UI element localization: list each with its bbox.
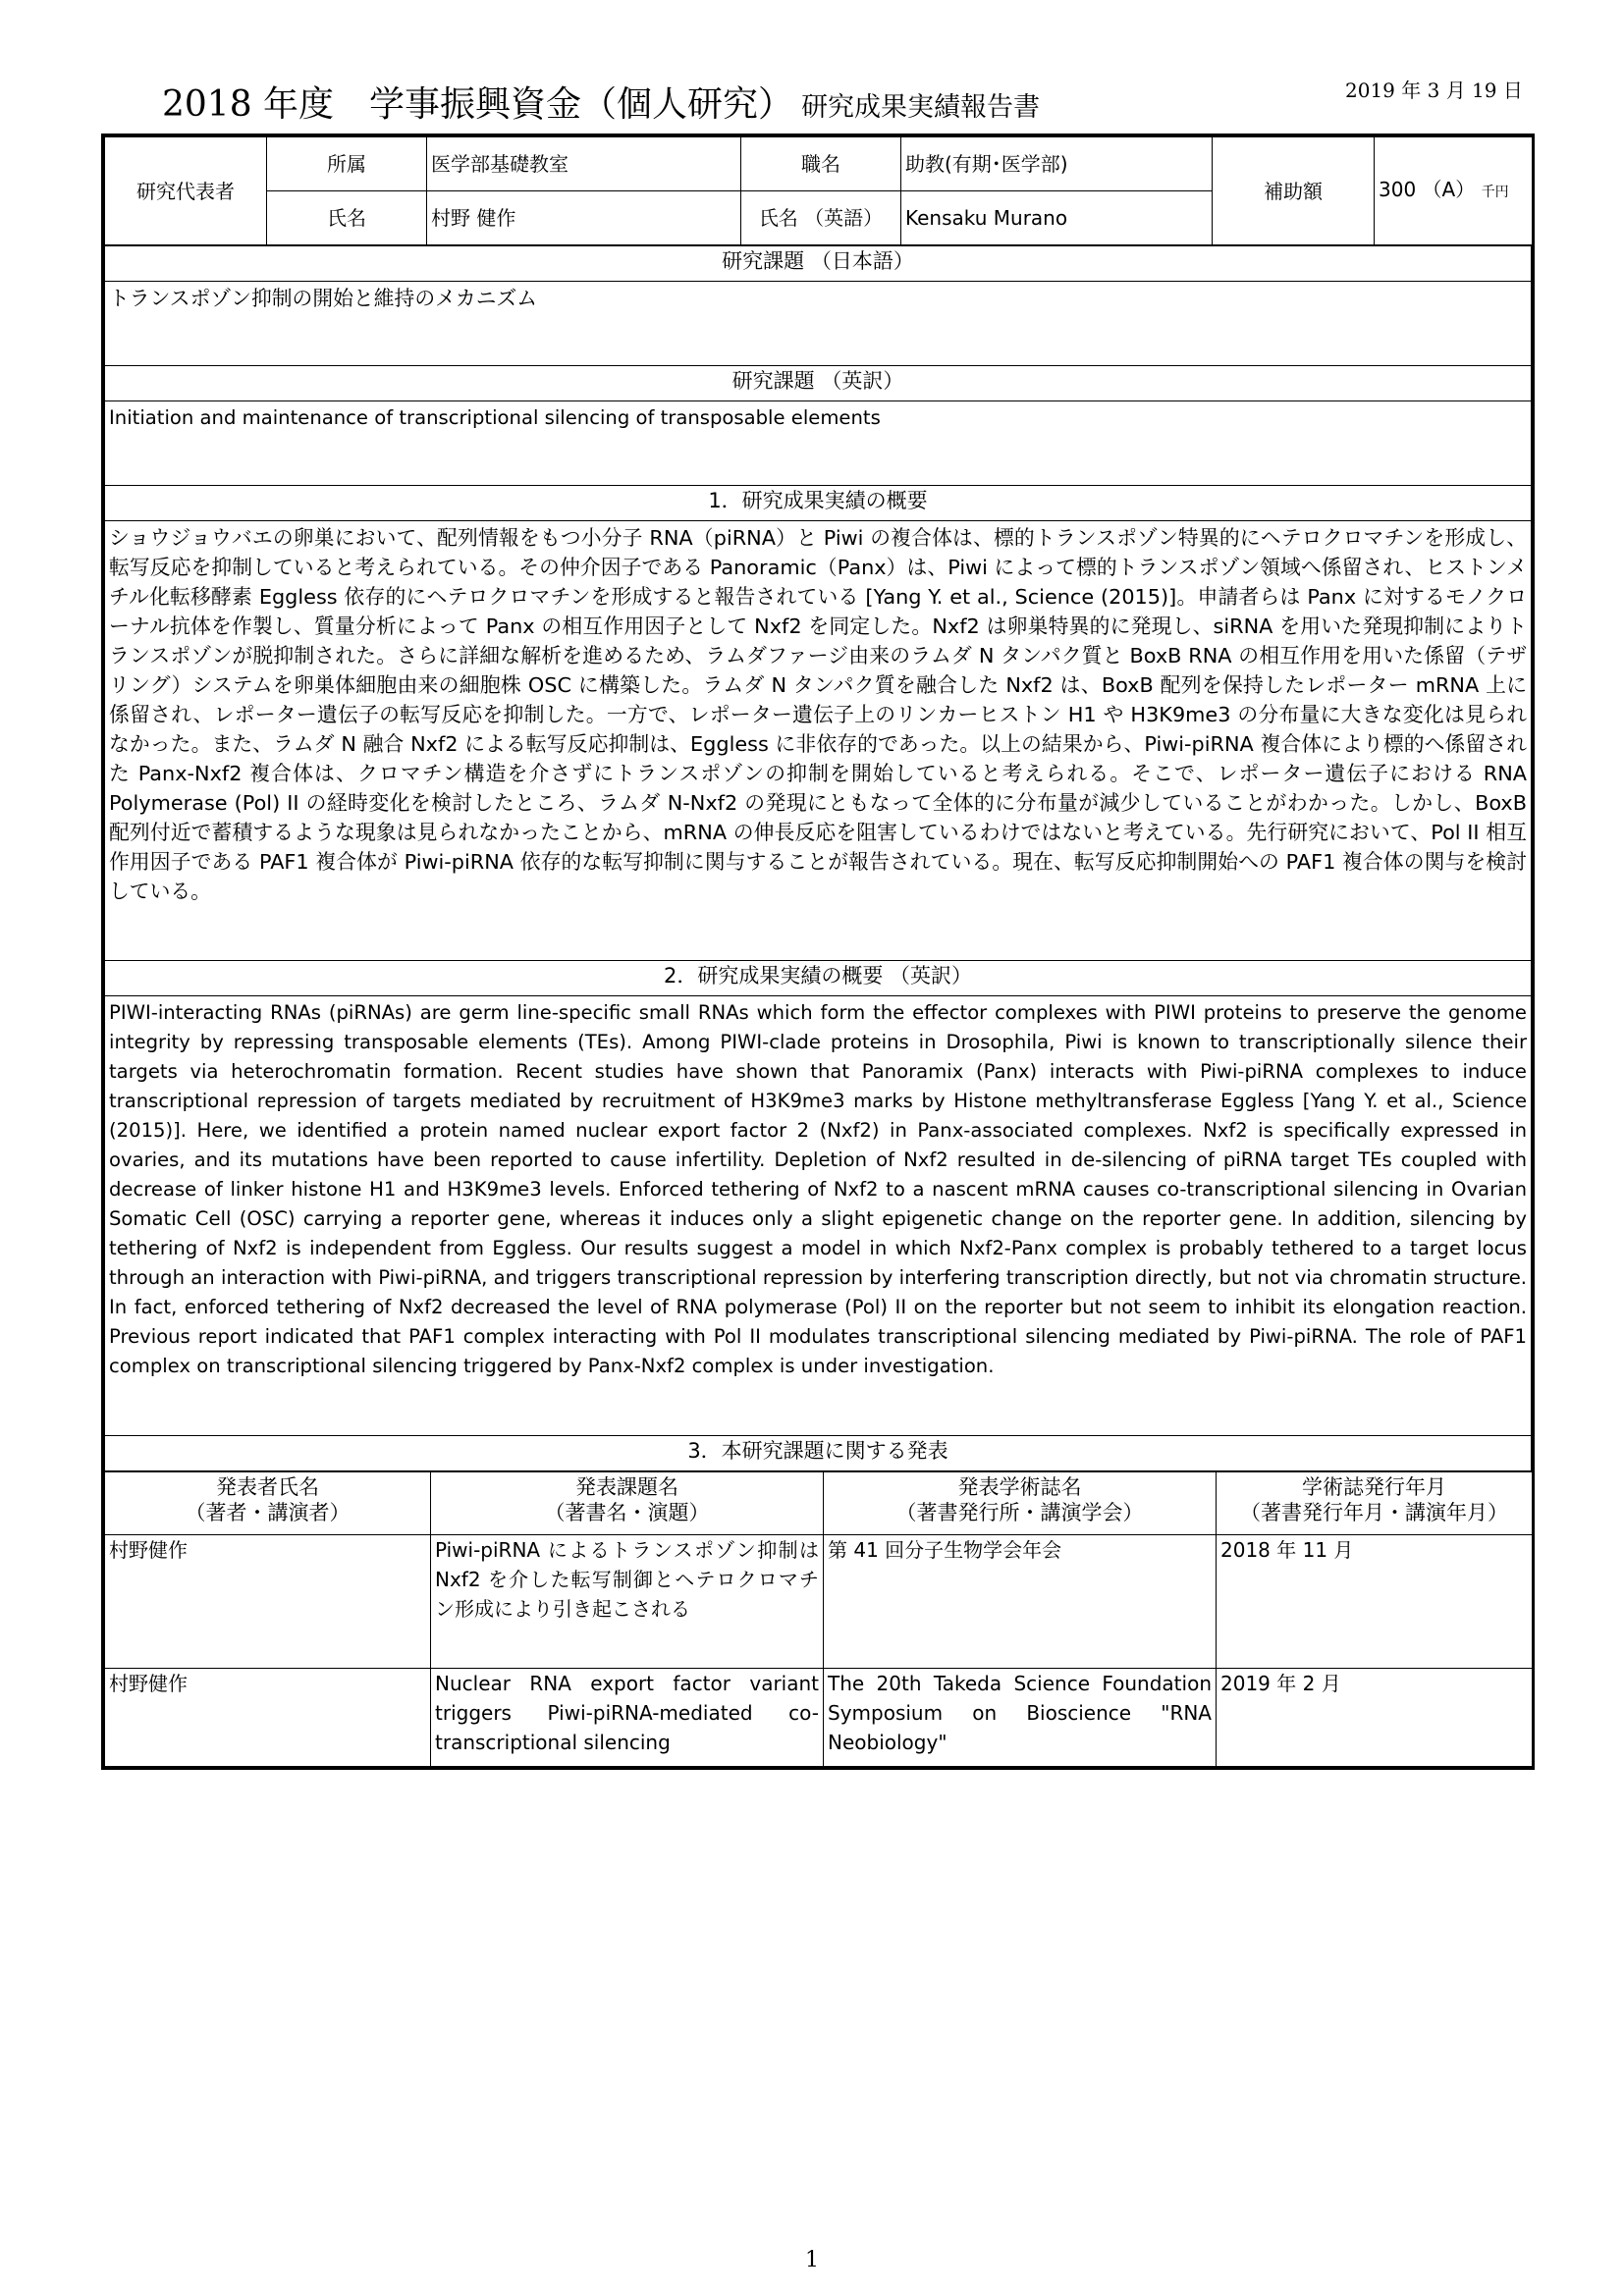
- report-date: 2019 年 3 月 19 日: [1345, 79, 1523, 102]
- pub-venue: 第 41 回分子生物学会年会: [824, 1535, 1217, 1669]
- summary-en-heading: 2．研究成果実績の概要 （英訳）: [105, 961, 1532, 996]
- publication-row: [105, 1669, 1533, 1767]
- summary-en-text: PIWI-interacting RNAs (piRNAs) are germ line-specific small RNAs which form the effector complexes with PIWI proteins to preserve the genome integrity by repressing transposable elements (TEs). Among PIWI-clade proteins in Drosophila, Piwi is known to transcriptionally silence their targets via heterochromatin formation. Recent studies have shown that Panoramix (Panx) interacts with Piwi-piRNA complexes to induce transcriptional repression of targets mediated by recruitment of H3K9me3 marks by Histone methyltransferase Eggless [Yang Y. et al., Science (2015)]. Here, we identified a protein named nuclear export factor 2 (Nxf2) in Panx-associated complexes. Nxf2 is specifically expressed in ovaries, and its mutations have been reported to cause infertility. Depletion of Nxf2 resulted in de-silencing of piRNA target TEs coupled with decrease of linker histone H1 and H3K9me3 levels. Enforced tethering of Nxf2 to a nascent mRNA causes co-transcriptional silencing in Ovarian Somatic Cell (OSC) carrying a reporter gene, whereas it induces only a slight epigenetic change on the reporter gene. In addition, silencing by tethering of Nxf2 is independent from Eggless. Our results suggest a model in which Nxf2-Panx complex is probably tethered to a target locus through an interaction with Piwi-piRNA, and triggers transcriptional repression by interfering transcription directly, but not via chromatin structure. In fact, enforced tethering of Nxf2 decreased the level of RNA polymerase (Pol) II on the reporter but not seem to inhibit its elongation reaction. Previous report indicated that PAF1 complex interacting with Pol II modulates transcriptional silencing mediated by Piwi-piRNA. The role of PAF1 complex on transcriptional silencing triggered by Panx-Nxf2 complex is under investigation.: [105, 996, 1532, 1436]
- representative-info-table: [104, 136, 1533, 245]
- report-form: [101, 133, 1535, 1770]
- title-sub: 研究成果実績報告書: [801, 92, 1041, 123]
- col-author-header: 発表者氏名 （著者・講演者）: [105, 1472, 431, 1535]
- topic-jp-text: トランスポゾン抑制の開始と維持のメカニズム: [105, 282, 1532, 366]
- name-value: 村野 健作: [427, 191, 741, 245]
- page-number: 1: [805, 2248, 819, 2272]
- name-en-label: 氏名 （英語）: [741, 191, 901, 245]
- grant-cell: [1375, 137, 1533, 245]
- publications-heading: 3．本研究課題に関する発表: [105, 1436, 1532, 1471]
- affiliation-value: 医学部基礎教室: [427, 137, 741, 191]
- document-title: [162, 77, 1040, 127]
- name-en-value: Kensaku Murano: [901, 191, 1213, 245]
- pub-author: 村野健作: [105, 1669, 431, 1767]
- publication-row: [105, 1535, 1533, 1669]
- grant-unit: 千円: [1481, 185, 1509, 200]
- col-title-header: 発表課題名 （著書名・演題）: [431, 1472, 824, 1535]
- topic-en-heading: 研究課題 （英訳）: [105, 366, 1532, 401]
- col-venue-header: 発表学術誌名 （著書発行所・講演学会）: [824, 1472, 1217, 1535]
- summary-jp-text: ショウジョウバエの卵巣において、配列情報をもつ小分子 RNA（piRNA）と Piwi の複合体は、標的トランスポゾン特異的にヘテロクロマチンを形成し、転写反応を抑制していると考えられている。その仲介因子である Panoramic（Panx）は、Piwi によって標的トランスポゾン領域へ係留され、ヒストンメチル化転移酵素 Eggless 依存的にヘテロクロマチンを形成すると報告されている [Yang Y. et al., Science (2015)]。申請者らは Panx に対するモノクローナル抗体を作製し、質量分析によって Panx の相互作用因子として Nxf2 を同定した。Nxf2 は卵巣特異的に発現し、siRNA を用いた発現抑制によりトランスポゾンが脱抑制された。さらに詳細な解析を進めるため、ラムダファージ由来のラムダ N タンパク質と BoxB RNA の相互作用を用いた係留（テザリング）システムを卵巣体細胞由来の細胞株 OSC に構築した。ラムダ N タンパク質を融合した Nxf2 は、BoxB 配列を保持したレポーター mRNA 上に係留され、レポーター遺伝子の転写反応を抑制した。一方で、レポーター遺伝子上のリンカーヒストン H1 や H3K9me3 の分布量に大きな変化は見られなかった。また、ラムダ N 融合 Nxf2 による転写反応抑制は、Eggless に非依存的であった。以上の結果から、Piwi-piRNA 複合体により標的へ係留された Panx-Nxf2 複合体は、クロマチン構造を介さずにトランスポゾンの抑制を開始していると考えられる。そこで、レポーター遺伝子における RNA Polymerase (Pol) II の経時変化を検討したところ、ラムダ N-Nxf2 の発現にともなって全体的に分布量が減少していることがわかった。しかし、BoxB 配列付近で蓄積するような現象は見られなかったことから、mRNA の伸長反応を阻害しているわけではないと考えている。先行研究において、Pol II 相互作用因子である PAF1 複合体が Piwi-piRNA 依存的な転写抑制に関与することが報告されている。現在、転写反応抑制開始への PAF1 複合体の関与を検討している。: [105, 521, 1532, 961]
- affiliation-label: 所属: [267, 137, 427, 191]
- title-main: 2018 年度 学事振興資金（個人研究）: [162, 84, 794, 125]
- summary-jp-heading: 1．研究成果実績の概要: [105, 486, 1532, 521]
- position-label: 職名: [741, 137, 901, 191]
- pub-date: 2019 年 2 月: [1217, 1669, 1533, 1767]
- publications-table: [104, 1471, 1533, 1767]
- grant-value: 300 （A）: [1379, 178, 1476, 201]
- position-value: 助教(有期･医学部): [901, 137, 1213, 191]
- grant-label: 補助額: [1213, 137, 1375, 245]
- rep-label: 研究代表者: [105, 137, 267, 245]
- pub-title: Piwi-piRNA によるトランスポゾン抑制は Nxf2 を介した転写制御とヘテロクロマチン形成により引き起こされる: [431, 1535, 824, 1669]
- name-label: 氏名: [267, 191, 427, 245]
- topic-jp-heading: 研究課題 （日本語）: [105, 246, 1532, 282]
- pub-date: 2018 年 11 月: [1217, 1535, 1533, 1669]
- pub-title: Nuclear RNA export factor variant triggers Piwi-piRNA-mediated co-transcriptional silencing: [431, 1669, 824, 1767]
- pub-venue: The 20th Takeda Science Foundation Symposium on Bioscience "RNA Neobiology": [824, 1669, 1217, 1767]
- col-date-header: 学術誌発行年月 （著書発行年月・講演年月）: [1217, 1472, 1533, 1535]
- pub-author: 村野健作: [105, 1535, 431, 1669]
- report-sections-table: [104, 245, 1532, 1471]
- topic-en-text: Initiation and maintenance of transcriptional silencing of transposable elements: [105, 401, 1532, 486]
